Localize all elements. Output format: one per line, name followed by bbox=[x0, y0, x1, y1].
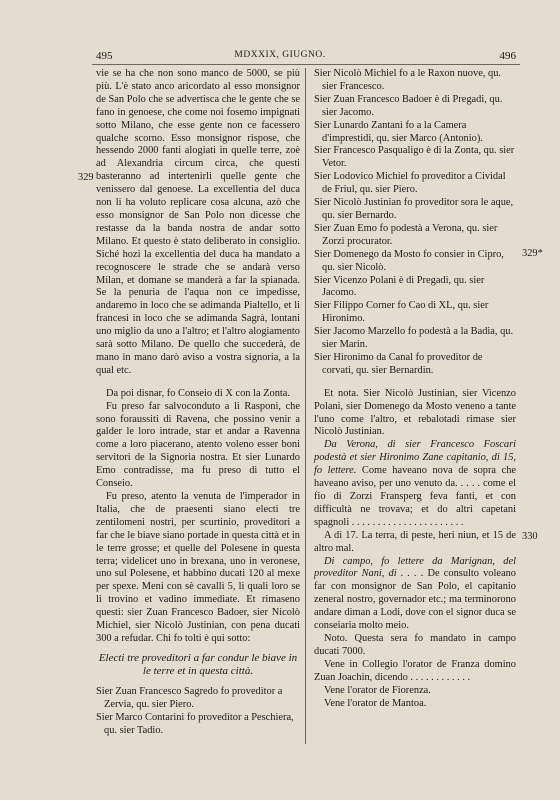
list-entry: Sier Zuan Francesco Sagredo fo proveditor a Zervia, qu. sier Piero. bbox=[96, 685, 283, 710]
list-entry: Sier Lunardo Zantani fo a la Camera d'imprestidi, qu. sier Marco (Antonio). bbox=[314, 119, 483, 144]
list-entry: Sier Marco Contarini fo proveditor a Peschiera, qu. sier Tadio. bbox=[96, 711, 294, 736]
page-number-right: 496 bbox=[499, 50, 516, 62]
paragraph: Da poi disnar, fo Conseio di X con la Zonta. bbox=[106, 387, 290, 399]
list-entry: Sier Nicolò Michiel fo a le Raxon nuove, qu. sier Francesco. bbox=[314, 68, 501, 92]
paragraph: Vene l'orator de Fiorenza. bbox=[324, 684, 431, 696]
header-rule bbox=[92, 64, 520, 65]
list-entry: Sier Zuan Francesco Badoer è di Pregadi, qu. sier Jacomo. bbox=[314, 93, 503, 118]
paragraph: Vene in Collegio l'orator de Franza domino Zuan Joachin, dicendo . . . . . . . . . . . . bbox=[314, 658, 516, 683]
list-entry: Sier Domenego da Mosto fo consier in Cipro, qu. sier Nicolò. bbox=[314, 248, 504, 273]
right-column bbox=[314, 68, 516, 710]
paragraph bbox=[314, 556, 516, 633]
paragraph bbox=[314, 439, 516, 529]
paragraph: A dì 17. La terra, di peste, heri niun, et 15 de altro mal. bbox=[314, 529, 516, 554]
list-entry: Sier Nicolò Justinian fo proveditor sora le aque, qu. sier Bernardo. bbox=[314, 197, 514, 221]
paragraph: Vene l'orator de Mantoa. bbox=[324, 697, 427, 709]
section-title: Electi tre proveditori a far condur le biave in le terre et in questa città. bbox=[98, 651, 298, 677]
paragraph: Fu preso, atento la venuta de l'imperador in Italia, che de praesenti siano electi tre zentilomeni nostri, per scurtinio, proveditori a far che le biave siano portade in questa città et in le terre grosse; et quelle del Polesene in questa terra; videlicet uno in brexana, uno in veronese, uno sul Polesene, et habbino ducati 120 al mexe per spexe. Meni con sè cavalli 5, li quali loro se li trovino et vadino immediate. Et rimaseno questi: sier Zuan Francesco Badoer, sier Nicolò Michiel, sier Nicolò Justinian, con pena ducati 300 a refudar. Chi fo tolti è qui sotto: bbox=[96, 491, 300, 644]
margin-number-right: 330 bbox=[522, 531, 538, 542]
column-divider bbox=[305, 68, 306, 744]
paragraph: Fu preso far salvoconduto a li Rasponi, che sono foraussiti di Ravena, che possino venir a galder le loro intrade, star et andar a Ravenna come a loro piacerano, atento voleno esser boni servitori de la Signoria nostra. Et sier Lunardo Emo contradisse, ma fu preso di tutto el Conseio. bbox=[96, 400, 300, 490]
paragraph: Et nota. Sier Nicolò Justinian, sier Vicenzo Polani, sier Domenego da Mosto veneno a tante l'uno come l'altro, et rebalotadi rimase sier Nicolò Justinian. bbox=[314, 387, 516, 438]
page-number-left: 495 bbox=[96, 50, 113, 62]
paragraph: vie se ha che non sono manco de 5000, se più più. L'è stato anco aricordato al esso monsignor de San Polo che se advertisca che le gente che se fano in genoese, che come noi fosemo impignati sotto Milano, che esse gente non ce facessero qualche scorno. Esso monsignor rispose, che hessendo 2000 fanti alogiati in quelle terre, zoè ad Alexandria circum circa, che questi basteranno ad intertenirli quelle gente che venissero dal genoese. La excellentia del duca non li ha voluto replicare cosa alcuna, azò che esso monsignor de San Polo non dicesse che restasse da la banda nostra de andar sotto Milano. Et questo è stato deliberato in consiglio. Siché hozi la excellentia del duca ha mandato a recognoscere le strade che se andarà verso Milan, et domane se manderà a far la spianada. Se la penuria de l'aqua non ce impedisse, andaremo in loco che se adimanda Pialtello, et li francesi in loco che se adimanda Sagrà, lontani uno miglio da uno a l'altro; et l'altro alogiamento sarà sotto Milano. De quello che succederà, de mano in mano darò aviso a vostra signoria, a la qual etc. bbox=[96, 68, 300, 376]
running-header: MDXXIX, GIUGNO. bbox=[234, 50, 326, 60]
left-column bbox=[96, 68, 300, 738]
list-entry: Sier Filippo Corner fo Cao di XL, qu. sier Hironimo. bbox=[314, 300, 489, 325]
list-entry: Sier Jacomo Marzello fo podestà a la Badia, qu. sier Marin. bbox=[314, 326, 514, 351]
paragraph-body: De consulto voleano far con monsignor de San Polo, el capitanio zeneral nostro, governador etc.; ma terminorono andare diman a Lodi, dove con el signor duca se conseiaria molto meio. bbox=[314, 568, 516, 632]
margin-number-right: 329* bbox=[522, 248, 543, 259]
list-entry: Sier Hironimo da Canal fo proveditor de corvati, qu. sier Bernardin. bbox=[314, 351, 483, 376]
list-entry: Sier Vicenzo Polani è di Pregadi, qu. sier Jacomo. bbox=[314, 274, 485, 299]
letter-heading: Di campo, fo lettere da Marignan, del proveditor Nani, di . . . . bbox=[314, 555, 516, 580]
list-entry: Sier Lodovico Michiel fo proveditor a Cividal de Friul, qu. sier Piero. bbox=[314, 171, 506, 196]
paragraph: Noto. Questa sera fo mandato in campo ducati 7000. bbox=[314, 632, 516, 657]
paragraph-body: Come haveano nova de sopra che haveano aviso, per uno venuto da. . . . . come el fio di Zorzi Fransperg feva fanti, et con difficultà ne trovava; et do altri capetani spagnoli . . . . . . . . . . . . . . . . . . . . . . bbox=[314, 465, 517, 528]
list-entry: Sier Francesco Pasqualigo è di la Zonta, qu. sier Vetor. bbox=[314, 145, 515, 170]
margin-number-left: 329 bbox=[78, 172, 94, 183]
list-entry: Sier Zuan Emo fo podestà a Verona, qu. sier Zorzi procurator. bbox=[314, 222, 498, 247]
letter-heading: Da Verona, di sier Francesco Foscari podestà et sier Hironimo Zane capitanio, di 15, fo lettere. bbox=[314, 439, 516, 477]
